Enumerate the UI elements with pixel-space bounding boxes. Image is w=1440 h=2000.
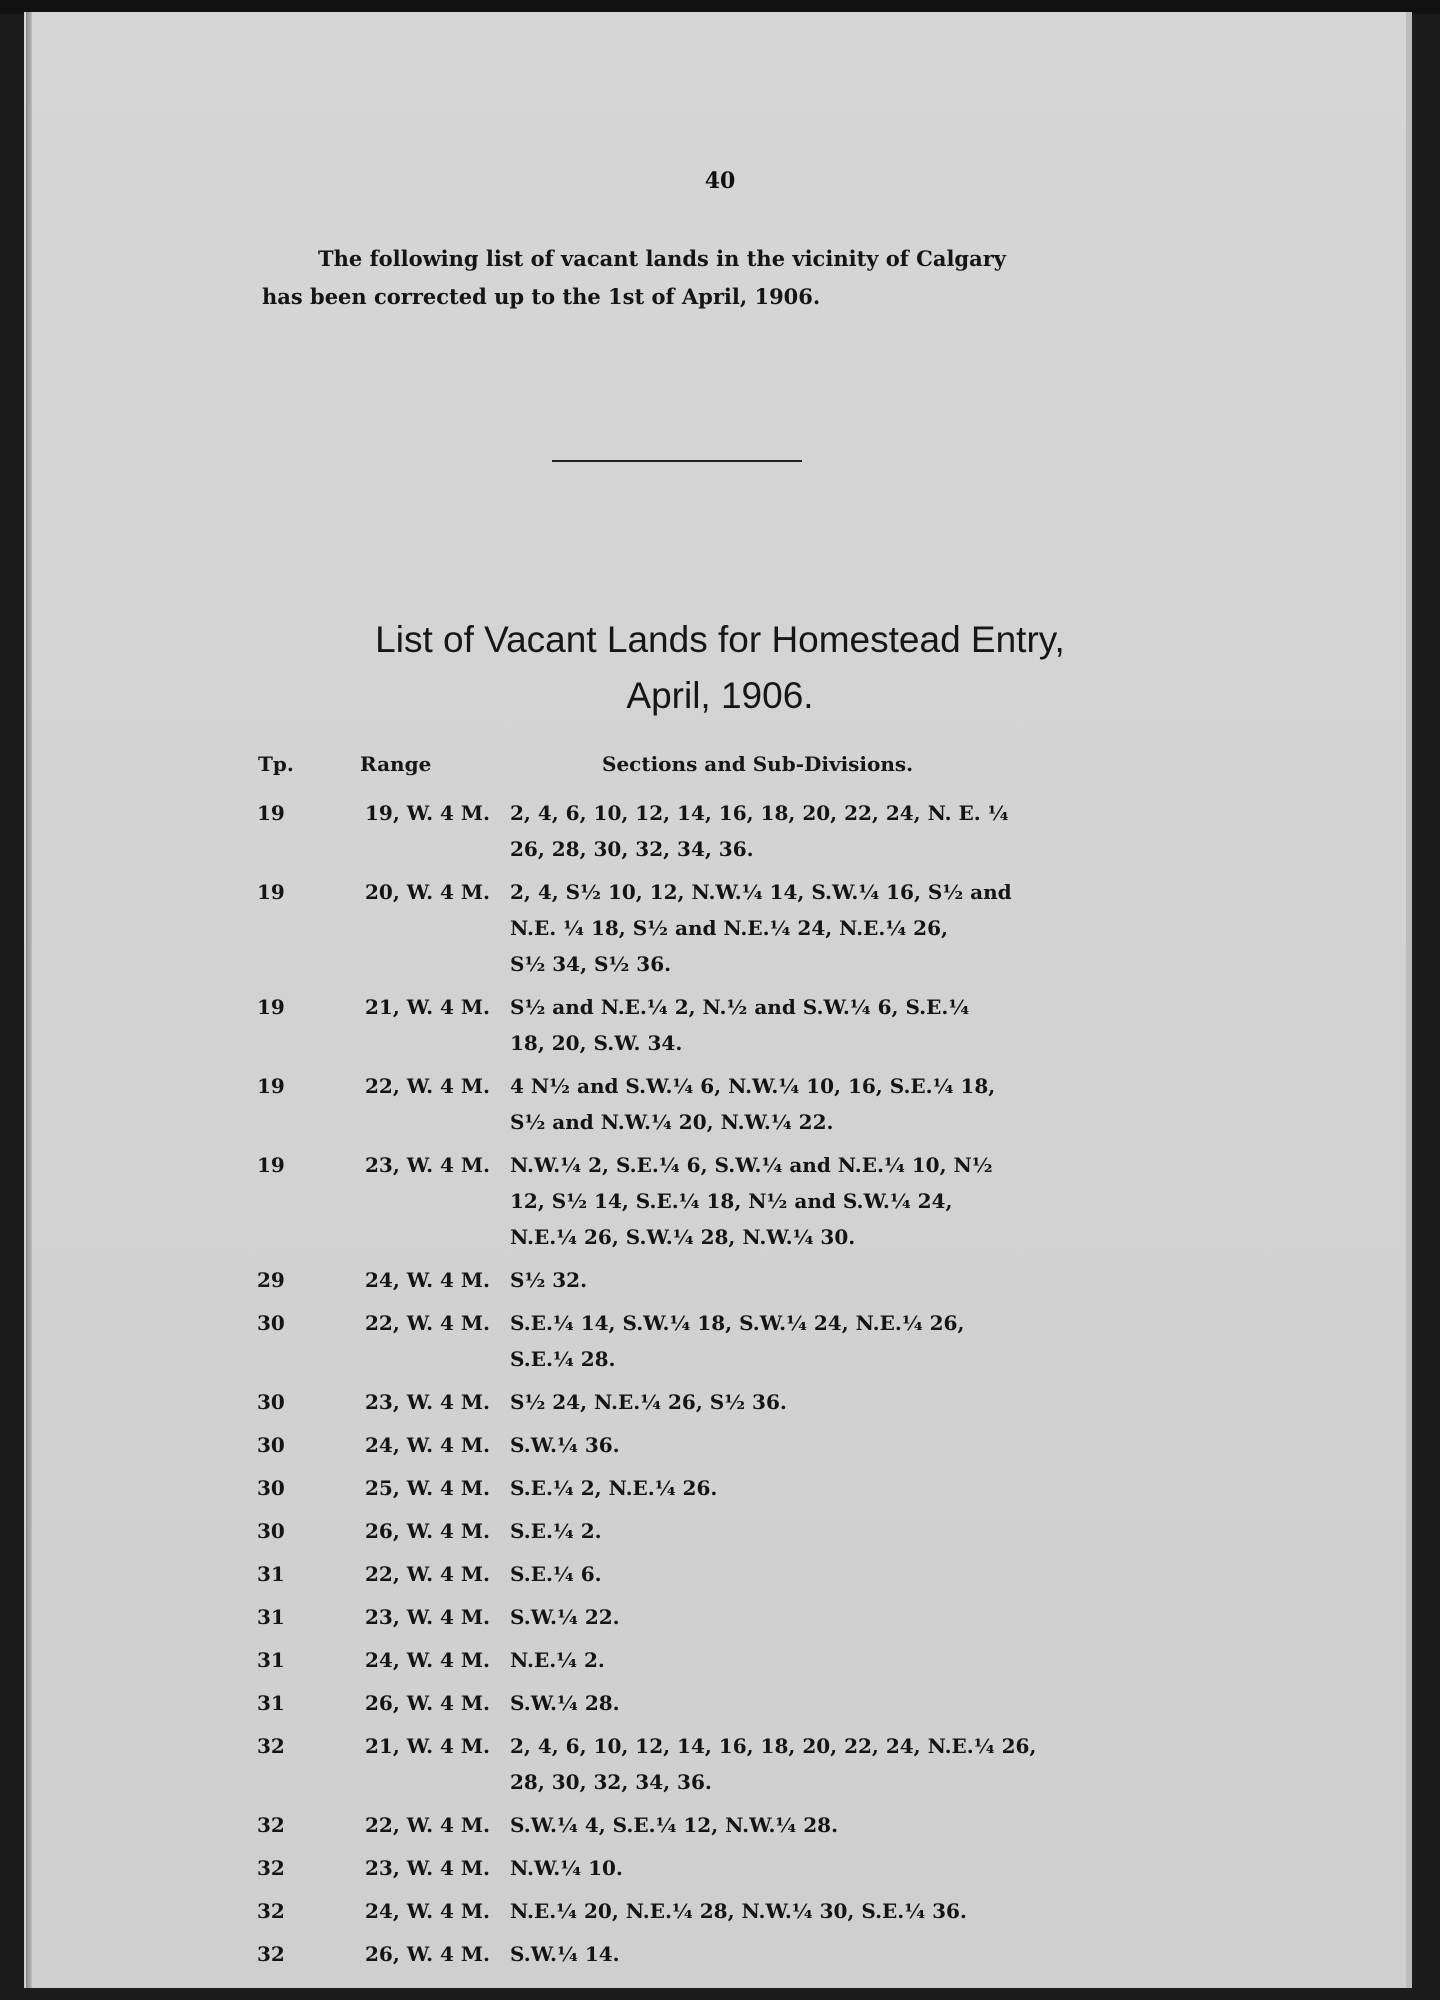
row-sections-line: S.W.¼ 22. <box>510 1605 620 1629</box>
row-sections <box>510 1807 1208 1843</box>
row-township: 32 <box>257 1942 285 1966</box>
row-range: 21, W. 4 M. <box>365 995 491 1019</box>
row-township: 32 <box>257 1856 285 1880</box>
row-township: 30 <box>257 1519 285 1543</box>
row-sections-line: S½ 32. <box>510 1268 588 1292</box>
list-row <box>0 1147 1440 1255</box>
row-range: 24, W. 4 M. <box>365 1268 491 1292</box>
row-sections <box>510 1685 1208 1721</box>
row-township: 31 <box>257 1605 285 1629</box>
list-row <box>0 1262 1440 1298</box>
row-range: 22, W. 4 M. <box>365 1813 491 1837</box>
column-header-sections: Sections and Sub-Divisions. <box>602 752 914 776</box>
row-sections-line: 18, 20, S.W. 34. <box>510 1031 683 1055</box>
row-range: 24, W. 4 M. <box>365 1899 491 1923</box>
row-sections-line: S½ and N.E.¼ 2, N.½ and S.W.¼ 6, S.E.¼ <box>510 995 970 1019</box>
row-range: 23, W. 4 M. <box>365 1390 491 1414</box>
row-sections <box>510 795 1208 867</box>
row-sections-line: S.E.¼ 2. <box>510 1519 602 1543</box>
row-range: 21, W. 4 M. <box>365 1734 491 1758</box>
row-range: 26, W. 4 M. <box>365 1942 491 1966</box>
row-sections-line: 26, 28, 30, 32, 34, 36. <box>510 837 754 861</box>
row-sections <box>510 1556 1208 1592</box>
vacant-lands-list <box>0 795 1440 1979</box>
list-row <box>0 1685 1440 1721</box>
row-range: 22, W. 4 M. <box>365 1311 491 1335</box>
row-sections <box>510 1305 1208 1377</box>
column-headers <box>0 752 1440 782</box>
row-township: 32 <box>257 1734 285 1758</box>
row-sections-line: 2, 4, 6, 10, 12, 14, 16, 18, 20, 22, 24, N.E.¼ 26, <box>510 1734 1037 1758</box>
row-sections-line: 4 N½ and S.W.¼ 6, N.W.¼ 10, 16, S.E.¼ 18, <box>510 1074 996 1098</box>
row-township: 19 <box>257 801 285 825</box>
list-row <box>0 874 1440 982</box>
row-township: 31 <box>257 1562 285 1586</box>
row-sections <box>510 1427 1208 1463</box>
row-sections-line: S.W.¼ 14. <box>510 1942 620 1966</box>
row-sections-line: S.E.¼ 14, S.W.¼ 18, S.W.¼ 24, N.E.¼ 26, <box>510 1311 965 1335</box>
row-sections-line: 2, 4, S½ 10, 12, N.W.¼ 14, S.W.¼ 16, S½ and <box>510 880 1012 904</box>
row-range: 25, W. 4 M. <box>365 1476 491 1500</box>
list-row <box>0 1599 1440 1635</box>
row-sections-line: S.E.¼ 28. <box>510 1347 616 1371</box>
row-sections-line: S.E.¼ 2, N.E.¼ 26. <box>510 1476 718 1500</box>
list-row <box>0 1305 1440 1377</box>
row-sections-line: N.W.¼ 2, S.E.¼ 6, S.W.¼ and N.E.¼ 10, N½ <box>510 1153 993 1177</box>
row-township: 31 <box>257 1691 285 1715</box>
row-sections-line: S½ and N.W.¼ 20, N.W.¼ 22. <box>510 1110 834 1134</box>
row-sections-line: S½ 24, N.E.¼ 26, S½ 36. <box>510 1390 787 1414</box>
row-township: 30 <box>257 1476 285 1500</box>
row-township: 31 <box>257 1648 285 1672</box>
section-divider <box>552 460 802 462</box>
intro-line-1: The following list of vacant lands in the vicinity of Calgary <box>318 246 1006 271</box>
row-township: 32 <box>257 1899 285 1923</box>
row-sections-line: S.W.¼ 36. <box>510 1433 620 1457</box>
row-township: 19 <box>257 1074 285 1098</box>
row-township: 19 <box>257 1153 285 1177</box>
row-range: 26, W. 4 M. <box>365 1691 491 1715</box>
list-row <box>0 1384 1440 1420</box>
heading-line-1: List of Vacant Lands for Homestead Entry, <box>375 619 1065 660</box>
list-row <box>0 1893 1440 1929</box>
intro-paragraph <box>262 240 1006 316</box>
row-range: 23, W. 4 M. <box>365 1153 491 1177</box>
list-row <box>0 1556 1440 1592</box>
list-heading <box>0 612 1440 724</box>
list-row <box>0 989 1440 1061</box>
list-row <box>0 1427 1440 1463</box>
row-sections <box>510 1599 1208 1635</box>
row-sections <box>510 1262 1208 1298</box>
list-row <box>0 1728 1440 1800</box>
row-sections-line: N.E.¼ 2. <box>510 1648 605 1672</box>
row-sections-line: S.W.¼ 4, S.E.¼ 12, N.W.¼ 28. <box>510 1813 839 1837</box>
row-township: 30 <box>257 1311 285 1335</box>
row-sections-line: 28, 30, 32, 34, 36. <box>510 1770 712 1794</box>
row-sections-line: S.E.¼ 6. <box>510 1562 602 1586</box>
row-sections <box>510 1470 1208 1506</box>
row-sections <box>510 1068 1208 1140</box>
row-sections <box>510 1728 1208 1800</box>
row-sections-line: N.W.¼ 10. <box>510 1856 623 1880</box>
heading-line-2: April, 1906. <box>626 675 814 716</box>
row-range: 19, W. 4 M. <box>365 801 491 825</box>
list-row <box>0 1642 1440 1678</box>
row-sections <box>510 1893 1208 1929</box>
list-row <box>0 1068 1440 1140</box>
row-range: 22, W. 4 M. <box>365 1562 491 1586</box>
row-sections-line: N.E.¼ 20, N.E.¼ 28, N.W.¼ 30, S.E.¼ 36. <box>510 1899 967 1923</box>
row-range: 22, W. 4 M. <box>365 1074 491 1098</box>
page-number: 40 <box>704 168 736 194</box>
row-sections <box>510 874 1208 982</box>
row-range: 24, W. 4 M. <box>365 1648 491 1672</box>
row-sections <box>510 1513 1208 1549</box>
row-sections-line: N.E.¼ 26, S.W.¼ 28, N.W.¼ 30. <box>510 1225 856 1249</box>
intro-line-2: has been corrected up to the 1st of April, 1906. <box>262 284 821 309</box>
row-sections-line: 2, 4, 6, 10, 12, 14, 16, 18, 20, 22, 24, N. E. ¼ <box>510 801 1009 825</box>
row-sections-line: S.W.¼ 28. <box>510 1691 620 1715</box>
row-township: 19 <box>257 880 285 904</box>
row-range: 26, W. 4 M. <box>365 1519 491 1543</box>
row-township: 30 <box>257 1390 285 1414</box>
column-header-tp: Tp. <box>258 752 294 776</box>
list-row <box>0 795 1440 867</box>
row-range: 23, W. 4 M. <box>365 1605 491 1629</box>
row-range: 23, W. 4 M. <box>365 1856 491 1880</box>
row-township: 29 <box>257 1268 285 1292</box>
list-row <box>0 1513 1440 1549</box>
list-row <box>0 1936 1440 1972</box>
row-sections <box>510 989 1208 1061</box>
row-township: 30 <box>257 1433 285 1457</box>
row-sections <box>510 1850 1208 1886</box>
row-sections <box>510 1936 1208 1972</box>
column-header-range: Range <box>360 752 432 776</box>
list-row <box>0 1807 1440 1843</box>
row-sections <box>510 1642 1208 1678</box>
list-row <box>0 1850 1440 1886</box>
row-sections-line: N.E. ¼ 18, S½ and N.E.¼ 24, N.E.¼ 26, <box>510 916 948 940</box>
row-sections <box>510 1147 1208 1255</box>
list-row <box>0 1470 1440 1506</box>
row-township: 32 <box>257 1813 285 1837</box>
row-sections-line: 12, S½ 14, S.E.¼ 18, N½ and S.W.¼ 24, <box>510 1189 953 1213</box>
row-township: 19 <box>257 995 285 1019</box>
row-range: 24, W. 4 M. <box>365 1433 491 1457</box>
row-sections-line: S½ 34, S½ 36. <box>510 952 672 976</box>
row-sections <box>510 1384 1208 1420</box>
row-range: 20, W. 4 M. <box>365 880 491 904</box>
